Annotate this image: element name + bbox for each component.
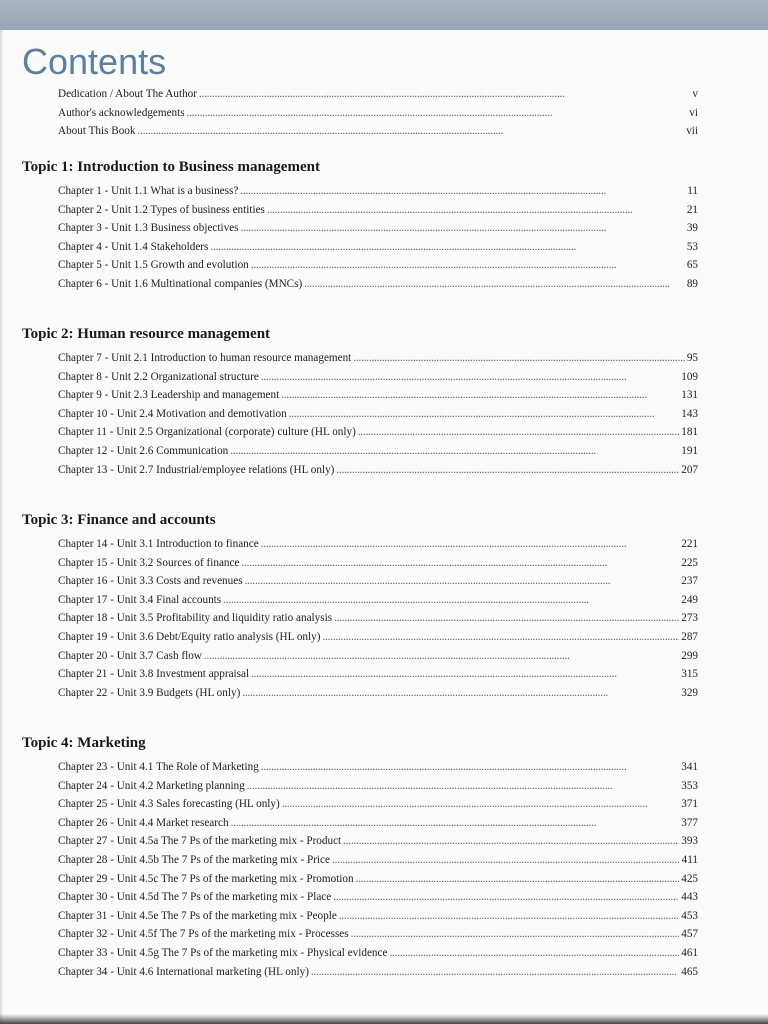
toc-entry-label: Chapter 29 - Unit 4.5c The 7 Ps of the marketing mix - Promotion <box>58 872 354 885</box>
toc-entry-label: Chapter 27 - Unit 4.5a The 7 Ps of the marketing mix - Product <box>58 835 342 848</box>
toc-entry[interactable] <box>58 888 698 907</box>
toc-entry[interactable] <box>58 758 698 777</box>
toc-entry-label: Chapter 5 - Unit 1.5 Growth and evolution <box>58 259 249 272</box>
toc-entry[interactable] <box>58 442 698 461</box>
toc-entry-page: 411 <box>681 854 698 866</box>
toc-entry[interactable] <box>58 665 698 684</box>
toc-entry[interactable] <box>58 832 698 851</box>
toc-entry-label: Author's acknowledgements <box>58 106 185 119</box>
toc-entry[interactable] <box>58 386 698 405</box>
toc-entry-page: 221 <box>681 538 698 550</box>
dot-leader <box>358 423 679 442</box>
dot-leader <box>240 182 685 201</box>
toc-entry-label: Chapter 6 - Unit 1.6 Multinational companies (MNCs) <box>58 278 303 290</box>
topic-heading: Topic 4: Marketing <box>22 735 146 751</box>
dot-leader <box>351 925 680 944</box>
toc-entry-page: 315 <box>681 668 698 681</box>
toc-entry-page: 425 <box>681 872 698 885</box>
toc-entry-label: Chapter 24 - Unit 4.2 Marketing planning <box>58 779 245 792</box>
toc-entry-label: About This Book <box>58 125 136 138</box>
dot-leader <box>223 591 679 610</box>
toc-entry-page: 143 <box>681 407 698 420</box>
toc-entry[interactable] <box>58 572 698 591</box>
dot-leader <box>261 758 679 777</box>
toc-entry-page: vi <box>689 106 698 119</box>
toc-entry[interactable] <box>58 219 698 238</box>
toc-entry-page: 299 <box>681 649 698 662</box>
toc-entry[interactable] <box>58 535 698 554</box>
dot-leader <box>289 405 680 424</box>
dot-leader <box>187 104 688 123</box>
toc-entry-label: Chapter 15 - Unit 3.2 Sources of finance <box>58 556 240 569</box>
toc-entry-page: 207 <box>681 463 698 476</box>
toc-entry-page: 287 <box>681 631 698 643</box>
toc-entry-label: Chapter 3 - Unit 1.3 Business objectives <box>58 222 239 235</box>
toc-entry[interactable] <box>58 461 698 480</box>
toc-entry-label: Chapter 34 - Unit 4.6 International marketing (HL only) <box>58 965 309 978</box>
toc-entry-page: 181 <box>681 426 698 439</box>
toc-entry[interactable] <box>58 122 698 141</box>
toc-entry-page: 329 <box>681 686 698 699</box>
toc-entry-page: 393 <box>681 835 698 848</box>
page-bottom-shadow <box>0 1014 768 1024</box>
dot-leader <box>353 349 685 368</box>
toc-entry-label: Chapter 2 - Unit 1.2 Types of business entities <box>58 203 265 216</box>
dot-leader <box>311 963 679 982</box>
toc-entry[interactable] <box>58 554 698 573</box>
dot-leader <box>138 122 685 141</box>
toc-entry-label: Chapter 30 - Unit 4.5d The 7 Ps of the marketing mix - Place <box>58 891 332 904</box>
dot-leader <box>251 665 679 684</box>
toc-entry-label: Chapter 1 - Unit 1.1 What is a business? <box>58 185 239 197</box>
page-top-band <box>0 0 768 30</box>
toc-entry[interactable] <box>58 925 698 944</box>
topic-heading: Topic 3: Finance and accounts <box>22 512 216 528</box>
toc-entry-label: Dedication / About The Author <box>58 88 197 100</box>
toc-entry-label: Chapter 33 - Unit 4.5g The 7 Ps of the marketing mix - Physical evidence <box>58 947 388 959</box>
toc-entry-label: Chapter 14 - Unit 3.1 Introduction to finance <box>58 538 259 550</box>
toc-entry-label: Chapter 7 - Unit 2.1 Introduction to human resource management <box>58 352 352 364</box>
toc-entry[interactable] <box>58 591 698 610</box>
toc-entry-page: 237 <box>681 575 698 588</box>
toc-entry-label: Chapter 19 - Unit 3.6 Debt/Equity ratio analysis (HL only) <box>58 631 321 643</box>
dot-leader <box>230 442 679 461</box>
toc-entry[interactable] <box>58 201 698 220</box>
topic-heading: Topic 1: Introduction to Business management <box>22 159 320 175</box>
toc-entry-label: Chapter 8 - Unit 2.2 Organizational structure <box>58 370 259 383</box>
toc-entry-page: v <box>692 88 698 100</box>
toc-entry-label: Chapter 23 - Unit 4.1 The Role of Marketing <box>58 761 259 773</box>
toc-entry[interactable] <box>58 104 698 123</box>
dot-leader <box>334 609 679 628</box>
toc-entry-label: Chapter 12 - Unit 2.6 Communication <box>58 445 229 457</box>
dot-leader <box>231 814 680 833</box>
dot-leader <box>281 386 679 405</box>
toc-entry[interactable] <box>58 851 698 870</box>
toc-entry-page: 249 <box>681 593 698 606</box>
toc-entry-page: 131 <box>681 389 698 402</box>
topic-heading: Topic 2: Human resource management <box>22 326 271 342</box>
toc-entry-page: 377 <box>681 816 698 829</box>
toc-entry-label: Chapter 10 - Unit 2.4 Motivation and demotivation <box>58 407 287 420</box>
toc-entry-label: Chapter 22 - Unit 3.9 Budgets (HL only) <box>58 686 241 699</box>
toc-entry-page: 461 <box>681 947 698 959</box>
dot-leader <box>339 907 679 926</box>
dot-leader <box>247 777 679 796</box>
toc-entry[interactable] <box>58 963 698 982</box>
toc-entry-page: 11 <box>687 185 698 197</box>
toc-entry[interactable] <box>58 423 698 442</box>
page-title: Contents <box>22 41 167 82</box>
toc-entry-label: Chapter 4 - Unit 1.4 Stakeholders <box>58 240 209 253</box>
dot-leader <box>333 888 679 907</box>
toc-entry[interactable] <box>58 349 698 368</box>
dot-leader <box>267 201 685 220</box>
toc-entry-page: 191 <box>681 445 698 457</box>
toc-entry[interactable] <box>58 647 698 666</box>
toc-entry-page: 53 <box>686 240 698 253</box>
toc-entry[interactable] <box>58 368 698 387</box>
dot-leader <box>261 368 679 387</box>
toc-entry-label: Chapter 11 - Unit 2.5 Organizational (corporate) culture (HL only) <box>58 426 356 439</box>
toc-entry-label: Chapter 16 - Unit 3.3 Costs and revenues <box>58 575 243 588</box>
dot-leader <box>336 461 679 480</box>
toc-entry-page: 353 <box>681 779 698 792</box>
toc-entry-page: 109 <box>681 370 698 383</box>
toc-entry-page: 273 <box>681 612 698 625</box>
toc-entry-label: Chapter 18 - Unit 3.5 Profitability and liquidity ratio analysis <box>58 612 333 625</box>
dot-leader <box>242 684 679 703</box>
toc-entry-label: Chapter 31 - Unit 4.5e The 7 Ps of the marketing mix - People <box>58 909 337 922</box>
toc-entry-label: Chapter 21 - Unit 3.8 Investment appraisal <box>58 668 250 681</box>
toc-entry[interactable] <box>58 275 698 294</box>
dot-leader <box>343 832 679 851</box>
toc-entry[interactable] <box>58 814 698 833</box>
toc-entry[interactable] <box>58 256 698 275</box>
toc-entry-page: 39 <box>686 222 698 235</box>
dot-leader <box>356 870 680 889</box>
toc-entry-page: 95 <box>686 352 698 364</box>
toc-entry[interactable] <box>58 182 698 201</box>
toc-entry-page: 453 <box>681 909 698 922</box>
toc-entry-page: 371 <box>681 798 698 811</box>
toc-entry-page: 341 <box>681 761 698 773</box>
dot-leader <box>210 238 684 257</box>
dot-leader <box>245 572 680 591</box>
toc-entry[interactable] <box>58 684 698 703</box>
toc-entry-page: vii <box>686 125 698 138</box>
dot-leader <box>261 535 680 554</box>
toc-entry-label: Chapter 9 - Unit 2.3 Leadership and management <box>58 389 280 402</box>
toc-entry-label: Chapter 17 - Unit 3.4 Final accounts <box>58 593 222 606</box>
dot-leader <box>332 851 680 870</box>
toc-entry-label: Chapter 13 - Unit 2.7 Industrial/employee relations (HL only) <box>58 463 335 476</box>
toc-entry-label: Chapter 32 - Unit 4.5f The 7 Ps of the marketing mix - Processes <box>58 928 349 941</box>
dot-leader <box>282 795 679 814</box>
toc-entry[interactable] <box>58 777 698 796</box>
toc-entry[interactable] <box>58 870 698 889</box>
toc-entry-label: Chapter 25 - Unit 4.3 Sales forecasting (HL only) <box>58 798 280 811</box>
toc-entry-page: 65 <box>686 259 698 272</box>
toc-entry-page: 457 <box>681 928 698 941</box>
toc-entry[interactable] <box>58 238 698 257</box>
toc-entry-page: 89 <box>686 278 698 290</box>
toc-entry[interactable] <box>58 628 698 647</box>
dot-leader <box>199 85 690 104</box>
toc-entry[interactable] <box>58 795 698 814</box>
dot-leader <box>251 256 685 275</box>
toc-entry-label: Chapter 26 - Unit 4.4 Market research <box>58 816 229 829</box>
toc-entry[interactable] <box>58 907 698 926</box>
toc-entry-page: 443 <box>681 891 698 904</box>
toc-entry-page: 225 <box>681 556 698 569</box>
toc-entry[interactable] <box>58 85 698 104</box>
dot-leader <box>241 219 685 238</box>
toc-entry[interactable] <box>58 944 698 963</box>
page-edge-shadow <box>0 30 4 1024</box>
dot-leader <box>204 647 679 666</box>
toc-entry-label: Chapter 28 - Unit 4.5b The 7 Ps of the marketing mix - Price <box>58 854 330 866</box>
toc-entry-page: 21 <box>686 203 698 216</box>
toc-entry[interactable] <box>58 405 698 424</box>
dot-leader <box>304 275 685 294</box>
dot-leader <box>389 944 679 963</box>
toc-entry-label: Chapter 20 - Unit 3.7 Cash flow <box>58 649 202 662</box>
dot-leader <box>322 628 679 647</box>
dot-leader <box>241 554 679 573</box>
toc-entry-page: 465 <box>681 965 698 978</box>
toc-entry[interactable] <box>58 609 698 628</box>
